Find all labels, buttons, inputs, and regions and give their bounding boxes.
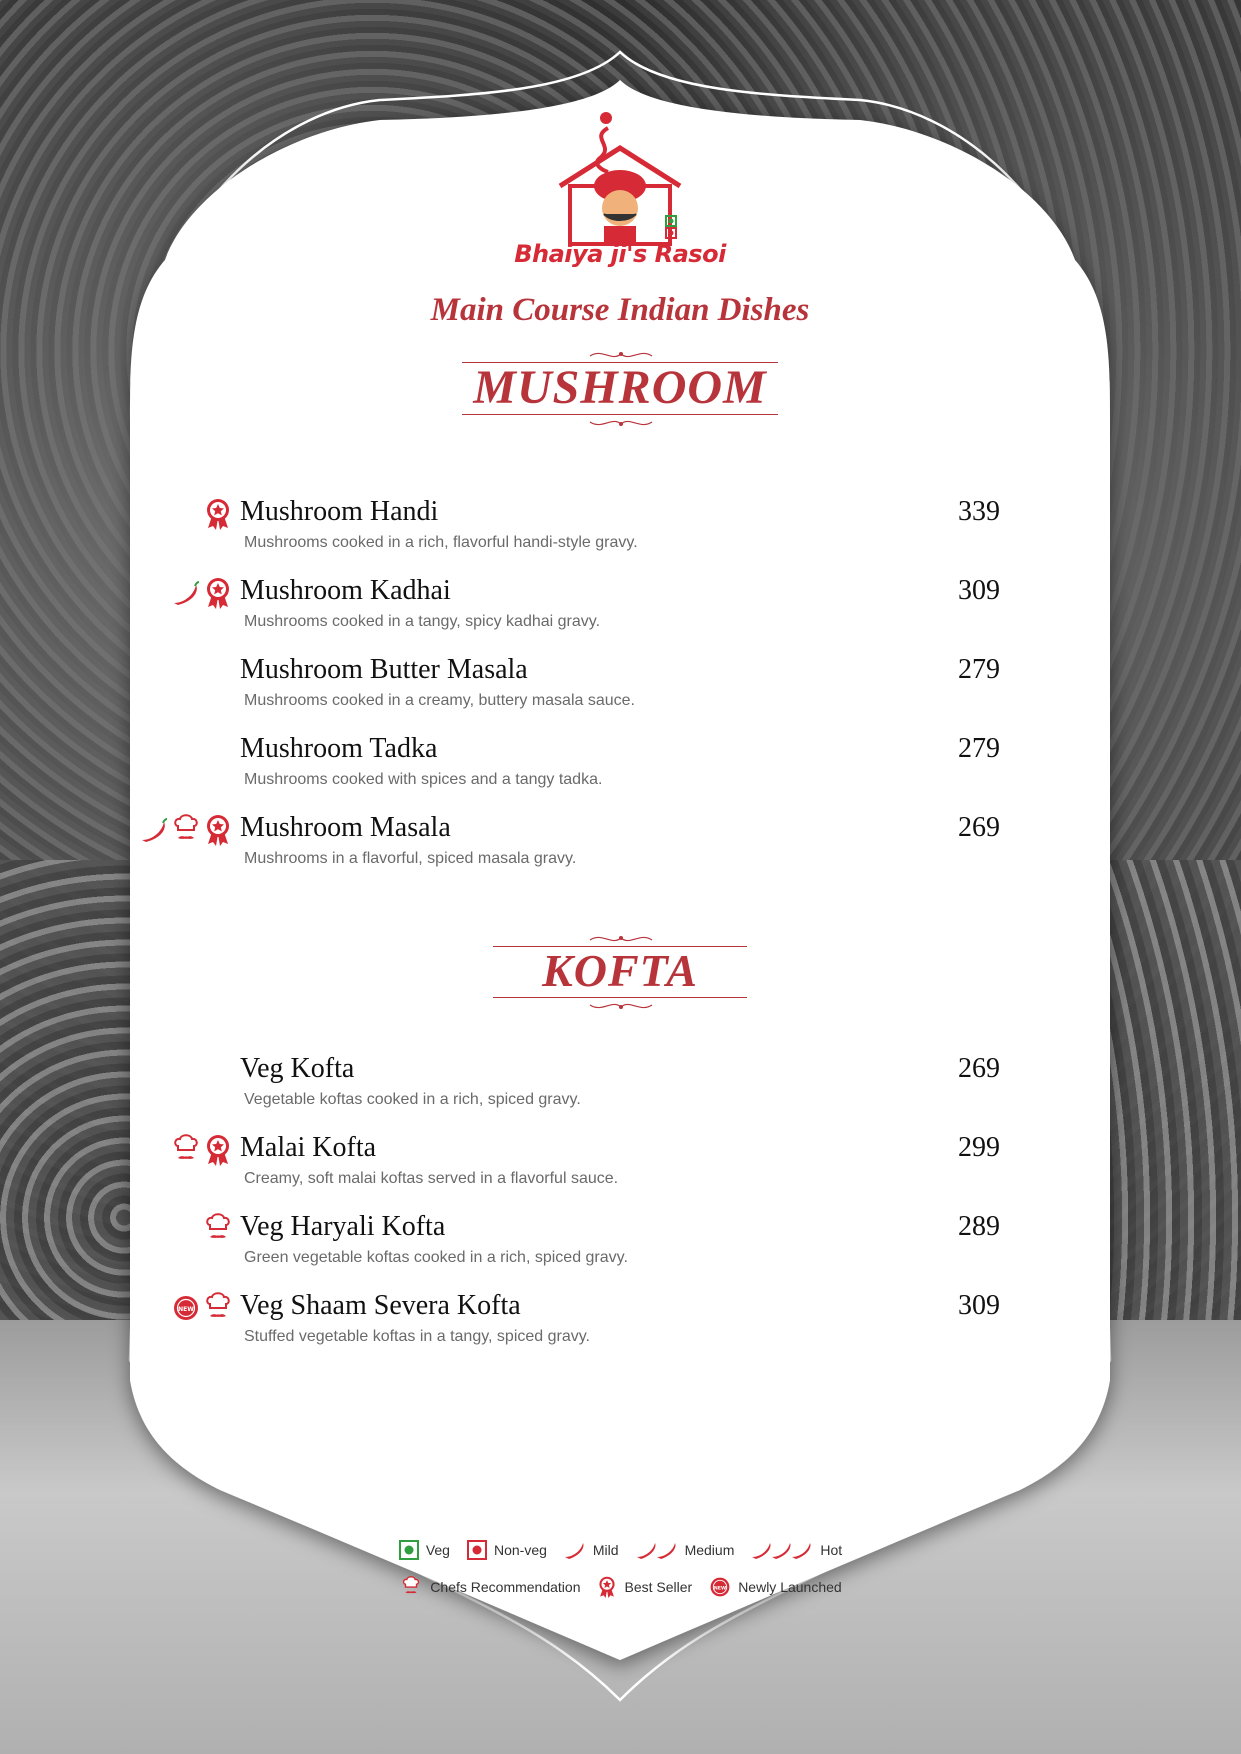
menu-item-price: 289: [958, 1211, 1000, 1242]
menu-item-description: Mushrooms in a flavorful, spiced masala gravy.: [244, 850, 577, 867]
menu-item-badges: [172, 577, 232, 609]
menu-item: [178, 1290, 1000, 1350]
chef-icon: [172, 1134, 200, 1166]
legend-new-label: Newly Launched: [738, 1579, 842, 1595]
menu-item-name: Mushroom Handi: [240, 496, 439, 527]
menu-item-name: Veg Shaam Severa Kofta: [240, 1290, 521, 1321]
menu-item-price: 339: [958, 496, 1000, 527]
best-seller-icon: [204, 498, 232, 530]
menu-item-badges: [204, 498, 232, 530]
chef-icon: [172, 814, 200, 846]
brand-name: Bhaiya ji's Rasoi: [514, 240, 726, 268]
menu-item: [240, 1132, 1000, 1192]
menu-item-name: Malai Kofta: [240, 1132, 377, 1163]
menu-item-name: Mushroom Kadhai: [240, 575, 451, 606]
legend-mild-label: Mild: [592, 1542, 619, 1558]
chili-hot-icon: [750, 1539, 814, 1561]
menu-item-name: Mushroom Masala: [240, 812, 451, 843]
menu-item-name: Veg Kofta: [240, 1053, 355, 1084]
menu-item-price: 309: [958, 575, 1000, 606]
menu-item-description: Mushrooms cooked in a tangy, spicy kadhai gravy.: [244, 613, 601, 630]
chili-icon: [172, 577, 200, 609]
legend-row-badges: [390, 1574, 860, 1600]
new-icon: [172, 1292, 200, 1324]
legend-row-diet-spice: [390, 1537, 860, 1563]
chili-icon: [140, 814, 168, 846]
new-badge-text: NEW: [714, 1586, 727, 1592]
menu-item-price: 279: [958, 733, 1000, 764]
menu-item: [240, 575, 1000, 635]
legend-best-seller-label: Best Seller: [624, 1579, 693, 1595]
best-seller-icon: [204, 814, 232, 846]
best-seller-icon: [204, 1134, 232, 1166]
menu-item-price: 299: [958, 1132, 1000, 1163]
menu-item-price: 269: [958, 1053, 1000, 1084]
menu-item-badges: [140, 814, 232, 846]
chef-icon: [398, 1576, 424, 1598]
legend-nonveg-label: Non-veg: [493, 1542, 547, 1558]
menu-item-description: Vegetable koftas cooked in a rich, spiced gravy.: [244, 1091, 581, 1108]
menu-item: [240, 812, 1000, 872]
menu-item: [240, 496, 1000, 556]
section-heading-mushroom: [420, 360, 820, 416]
menu-item-badges: [172, 1134, 232, 1166]
section-rule: [493, 997, 747, 998]
legend-hot-label: Hot: [820, 1542, 843, 1558]
flourish-ornament: [588, 999, 654, 1013]
best-seller-icon: [596, 1576, 618, 1598]
chili-medium-icon: [635, 1539, 679, 1561]
veg-icon: [398, 1539, 420, 1561]
menu-item-name: Mushroom Butter Masala: [240, 654, 528, 685]
menu-item: [240, 1211, 1000, 1271]
menu-item: [240, 654, 1000, 714]
chef-icon: [204, 1213, 232, 1245]
new-icon: [708, 1576, 732, 1598]
menu-item-price: 269: [958, 812, 1000, 843]
section-title: MUSHROOM: [473, 361, 767, 414]
menu-item: [240, 733, 1000, 793]
menu-item-name: Veg Haryali Kofta: [240, 1211, 446, 1242]
legend-medium-label: Medium: [684, 1542, 735, 1558]
legend-chef-label: Chefs Recommendation: [430, 1579, 581, 1595]
menu-item-badges: [204, 1213, 232, 1245]
menu-item-description: Creamy, soft malai koftas served in a flavorful sauce.: [244, 1170, 619, 1187]
section-heading-kofta: [470, 943, 770, 999]
menu-item-price: 309: [958, 1290, 1000, 1321]
menu-item-description: Mushrooms cooked with spices and a tangy tadka.: [244, 771, 603, 788]
chef-icon: [204, 1292, 232, 1324]
menu-item-description: Mushrooms cooked in a rich, flavorful handi-style gravy.: [244, 534, 638, 551]
flourish-ornament: [588, 416, 654, 430]
menu-item-badges: [172, 1292, 232, 1324]
menu-item-description: Mushrooms cooked in a creamy, buttery masala sauce.: [244, 692, 635, 709]
menu-item: [240, 1053, 1000, 1113]
menu-item-description: Green vegetable koftas cooked in a rich, spiced gravy.: [244, 1249, 628, 1266]
section-rule: [462, 414, 778, 415]
chili-icon: [563, 1539, 587, 1561]
menu-item-description: Stuffed vegetable koftas in a tangy, spiced gravy.: [244, 1328, 590, 1345]
menu-item-price: 279: [958, 654, 1000, 685]
svg-text:NEW: NEW: [178, 1306, 194, 1313]
best-seller-icon: [204, 577, 232, 609]
section-title: KOFTA: [542, 945, 698, 996]
nonveg-icon: [466, 1539, 488, 1561]
menu-item-name: Mushroom Tadka: [240, 733, 438, 764]
page-subtitle: Main Course Indian Dishes: [430, 292, 810, 328]
legend-veg-label: Veg: [425, 1542, 450, 1558]
